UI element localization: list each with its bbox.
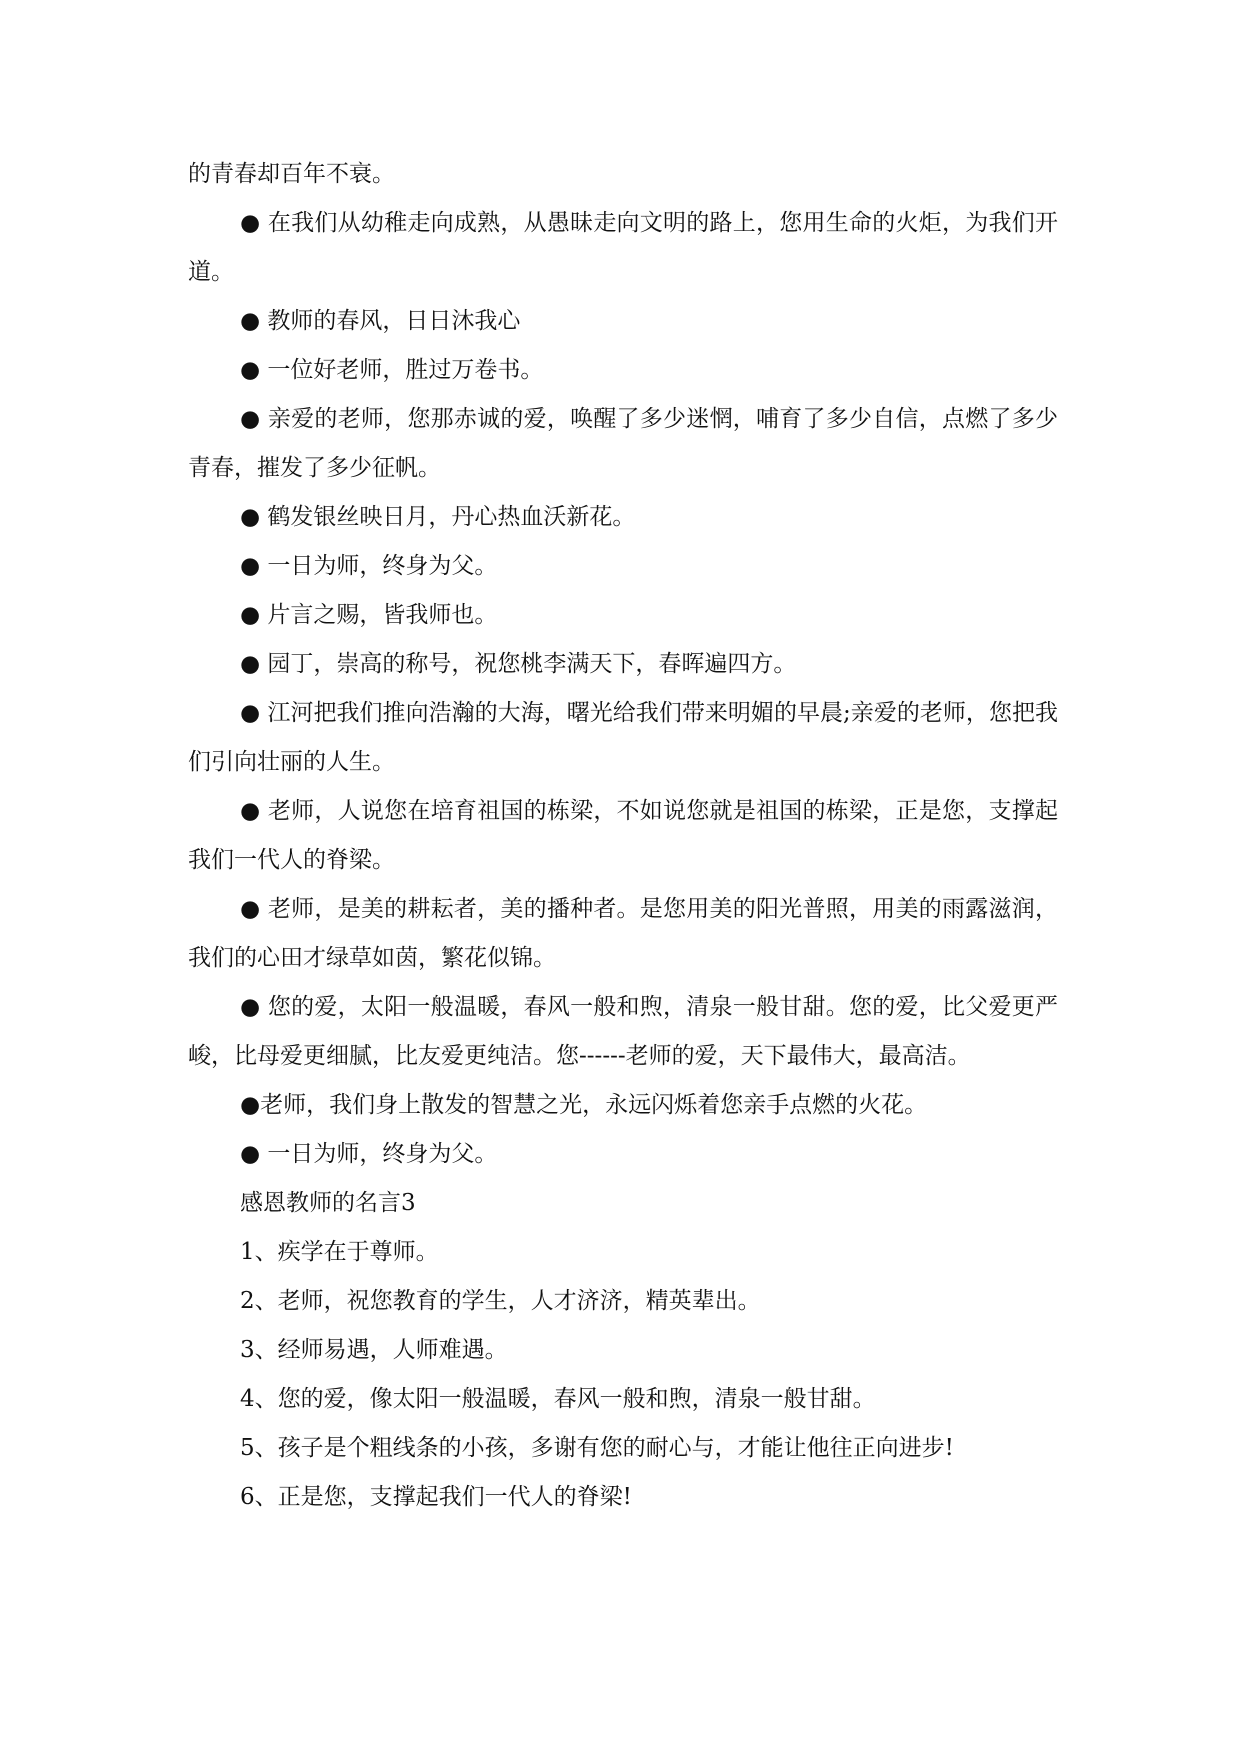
paragraph-continuation: 的青春却百年不衰。 — [188, 161, 395, 187]
quote-item: ● 亲爱的老师，您那赤诚的爱，唤醒了多少迷惘，哺育了多少自信，点燃了多少青春，摧发了多少征帆。 — [188, 406, 1058, 481]
numbered-item: 1、疾学在于尊师。 — [240, 1239, 439, 1265]
numbered-item: 5、孩子是个粗线条的小孩，多谢有您的耐心与，才能让他往正向进步! — [240, 1435, 954, 1461]
numbered-item: 4、您的爱，像太阳一般温暖，春风一般和煦，清泉一般甘甜。 — [240, 1386, 876, 1412]
quote-item: ● 在我们从幼稚走向成熟，从愚昧走向文明的路上，您用生命的火炬，为我们开道。 — [188, 210, 1058, 285]
section-heading: 感恩教师的名言3 — [240, 1190, 416, 1216]
quote-item: ● 一日为师，终身为父。 — [240, 553, 498, 579]
quote-item: ● 园丁，崇高的称号，祝您桃李满天下，春晖遍四方。 — [240, 651, 797, 677]
quote-item: ● 鹤发银丝映日月，丹心热血沃新花。 — [240, 504, 636, 530]
quote-item: ● 教师的春风，日日沐我心 — [240, 308, 521, 334]
quote-item: ● 您的爱，太阳一般温暖，春风一般和煦，清泉一般甘甜。您的爱，比父爱更严峻，比母爱更细腻，比友爱更纯洁。您------老师的爱，天下最伟大，最高洁。 — [188, 994, 1058, 1069]
quote-item: ● 老师，人说您在培育祖国的栋梁，不如说您就是祖国的栋梁，正是您，支撑起我们一代人的脊梁。 — [188, 798, 1058, 873]
document-page — [188, 150, 1058, 1522]
numbered-item: 2、老师，祝您教育的学生，人才济济，精英辈出。 — [240, 1288, 761, 1314]
quote-item: ● 片言之赐，皆我师也。 — [240, 602, 498, 628]
quote-item: ● 一位好老师，胜过万卷书。 — [240, 357, 544, 383]
quote-item: ●老师，我们身上散发的智慧之光，永远闪烁着您亲手点燃的火花。 — [240, 1092, 928, 1118]
quote-item: ● 一日为师，终身为父。 — [240, 1141, 498, 1167]
numbered-item: 6、正是您，支撑起我们一代人的脊梁! — [240, 1484, 632, 1510]
quote-item: ● 江河把我们推向浩瀚的大海，曙光给我们带来明媚的早晨;亲爱的老师，您把我们引向壮丽的人生。 — [188, 700, 1058, 775]
numbered-item: 3、经师易遇，人师难遇。 — [240, 1337, 508, 1363]
quote-item: ● 老师，是美的耕耘者，美的播种者。是您用美的阳光普照，用美的雨露滋润，我们的心田才绿草如茵，繁花似锦。 — [188, 896, 1058, 971]
